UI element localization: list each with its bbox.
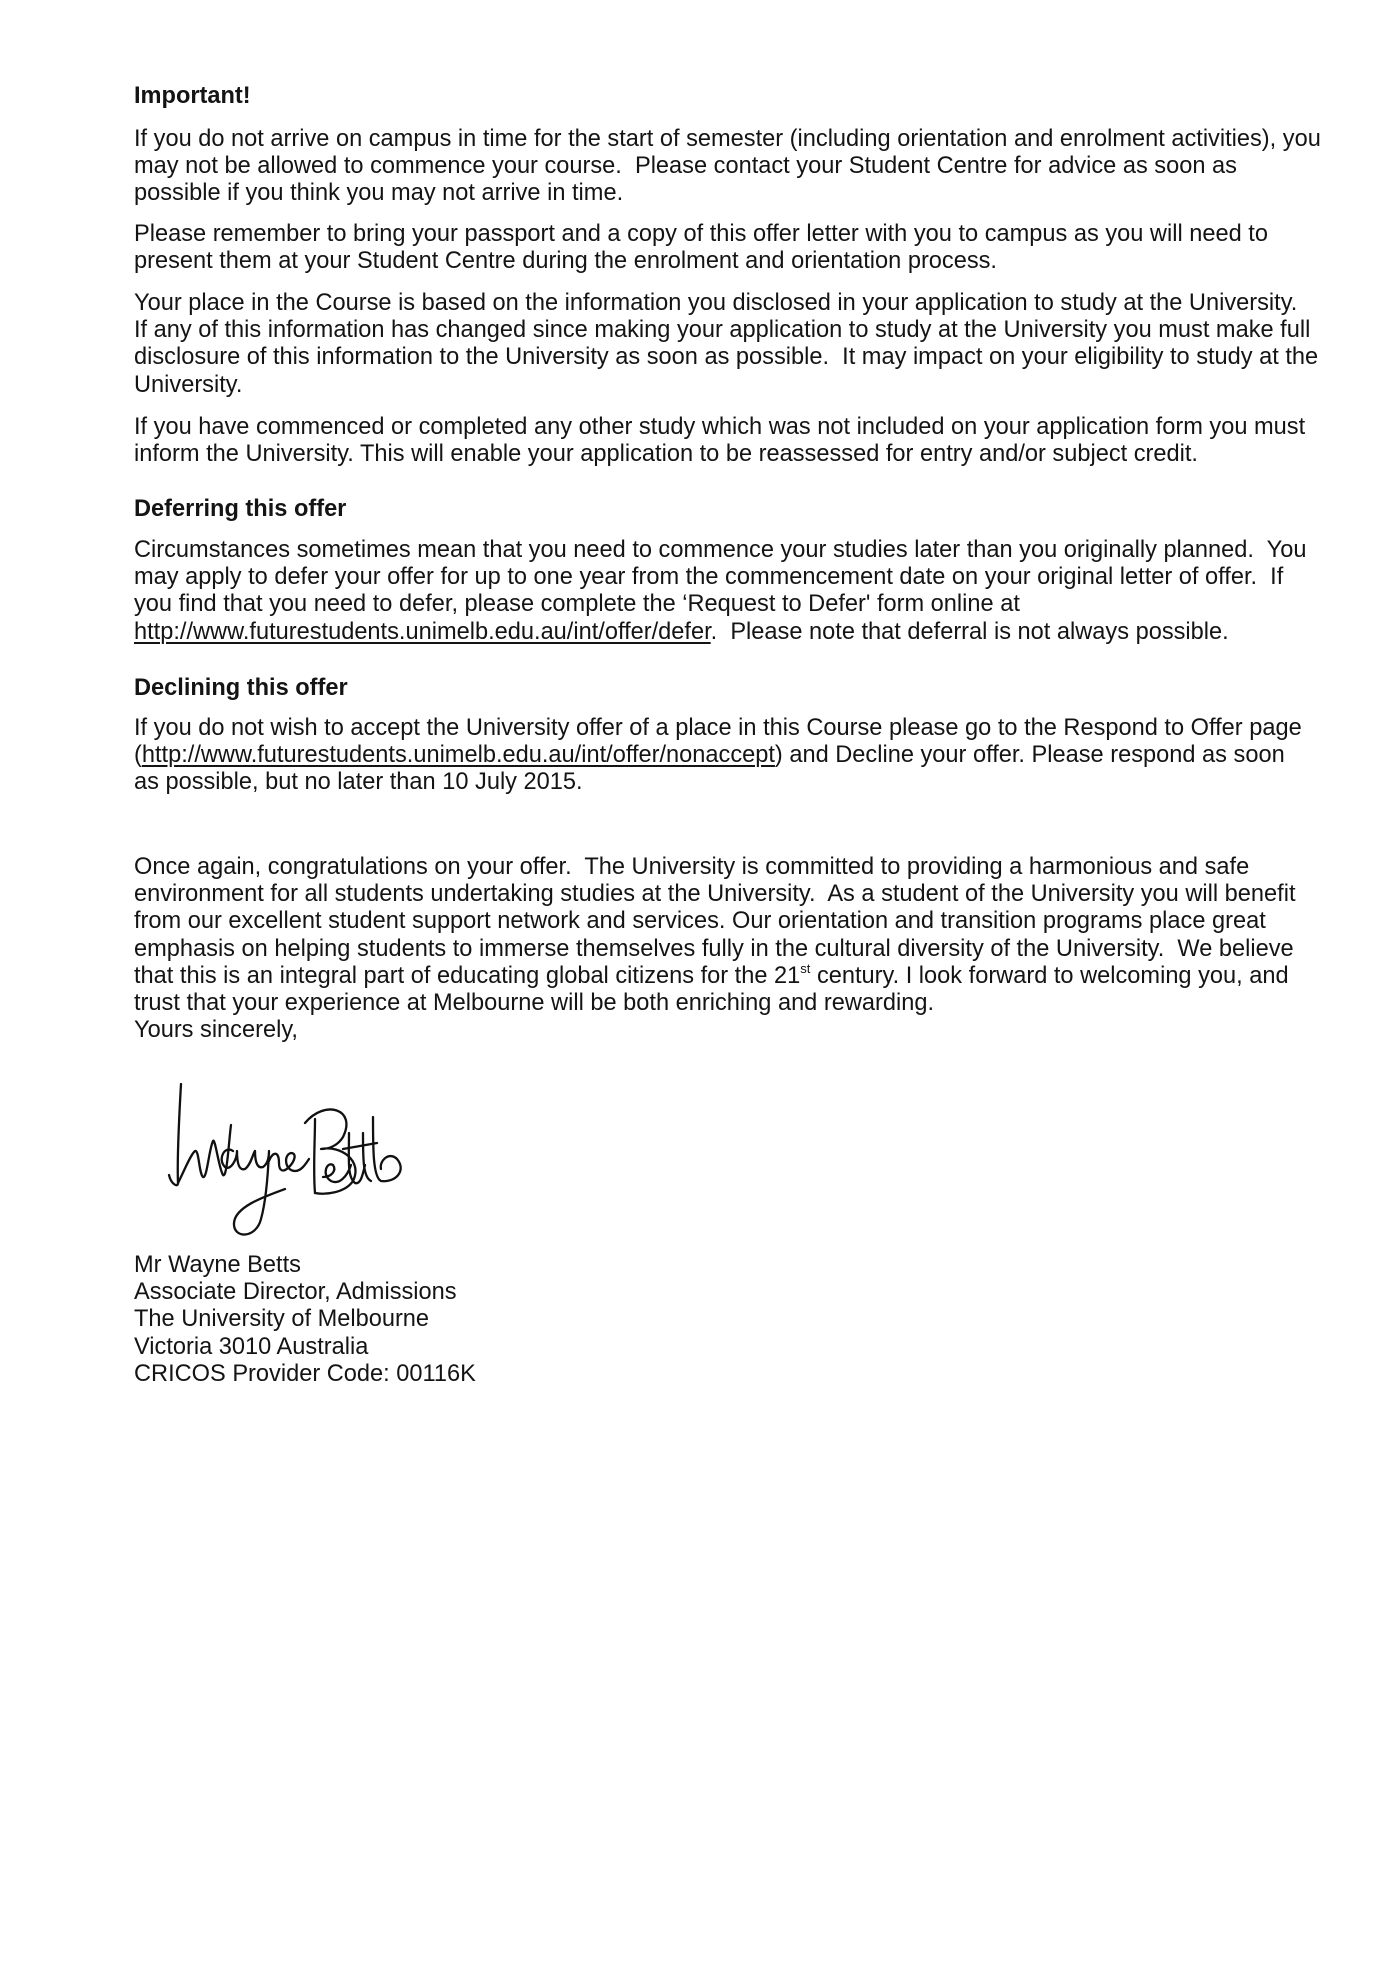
text-line: you find that you need to defer, please complete the ‘Request to Defer' form online at <box>134 591 1020 618</box>
text-line: Please remember to bring your passport and a copy of this offer letter with you to campus as you will need to <box>134 221 1268 247</box>
heading-text: Declining this offer <box>134 675 348 701</box>
text-line: present them at your Student Centre during the enrolment and orientation process. <box>134 248 997 275</box>
decline-offer-link[interactable]: http://www.futurestudents.unimelb.edu.au/int/offer/nonaccept <box>141 742 775 769</box>
passport-paragraph <box>134 221 1268 275</box>
defer-form-link[interactable]: http://www.futurestudents.unimelb.edu.au/int/offer/defer <box>134 618 711 645</box>
text-line: Circumstances sometimes mean that you need to commence your studies later than you originally planned. You <box>134 537 1307 563</box>
deferring-heading <box>134 496 346 523</box>
text-line <box>134 619 1306 646</box>
signatory-name: Mr Wayne Betts <box>134 1252 301 1278</box>
declining-paragraph <box>134 715 1302 797</box>
text-line: possible if you think you may not arrive in time. <box>134 180 624 207</box>
text-line: from our excellent student support network and services. Our orientation and transition programs place great <box>134 908 1266 935</box>
text-line: inform the University. This will enable your application to be reassessed for entry and/or subject credit. <box>134 441 1198 468</box>
text-line <box>134 742 1302 769</box>
text-line: may not be allowed to commence your course. Please contact your Student Centre for advice as soon as <box>134 153 1237 180</box>
text-line: may apply to defer your offer for up to one year from the commencement date on your original letter of offer. If <box>134 564 1284 591</box>
text-line: emphasis on helping students to immerse themselves fully in the cultural diversity of the University. We believe <box>134 935 1294 962</box>
text-segment: ) and Decline your offer. Please respond as soon <box>774 742 1285 769</box>
arrival-paragraph <box>134 126 1321 208</box>
closing-paragraph <box>134 854 1296 1044</box>
declining-heading <box>134 675 348 702</box>
institution-name: The University of Melbourne <box>134 1306 430 1333</box>
text-line: trust that your experience at Melbourne will be both enriching and rewarding. <box>134 989 935 1016</box>
text-line: as possible, but no later than 10 July 2015. <box>134 769 583 796</box>
ordinal-superscript: st <box>800 960 811 976</box>
text-line: disclosure of this information to the University as soon as possible. It may impact on your eligibility to study at the <box>134 344 1319 371</box>
text-line: If you have commenced or completed any other study which was not included on your application form you must <box>134 414 1306 440</box>
text-segment: . Please note that deferral is not always possible. <box>710 618 1229 645</box>
text-line: University. <box>134 371 243 398</box>
handwritten-signature <box>165 1079 410 1244</box>
disclosure-paragraph <box>134 290 1318 399</box>
text-line: If any of this information has changed since making your application to study at the University you must make full <box>134 317 1311 344</box>
text-line: If you do not arrive on campus in time for the start of semester (including orientation and enrolment activities), you <box>134 126 1321 152</box>
sign-off: Yours sincerely, <box>134 1017 298 1044</box>
signatory-block <box>134 1252 476 1388</box>
prior-study-paragraph <box>134 414 1305 468</box>
text-segment: ( <box>134 742 142 769</box>
cricos-code: CRICOS Provider Code: 00116K <box>134 1360 476 1387</box>
text-line: Once again, congratulations on your offer. The University is committed to providing a harmonious and safe <box>134 854 1250 880</box>
institution-address: Victoria 3010 Australia <box>134 1333 369 1360</box>
heading-text: Deferring this offer <box>134 496 347 522</box>
text-segment: that this is an integral part of educating global citizens for the 21 <box>134 962 801 989</box>
deferring-paragraph <box>134 537 1306 646</box>
text-line: Your place in the Course is based on the information you disclosed in your application to study at the University. <box>134 290 1298 316</box>
signatory-title: Associate Director, Admissions <box>134 1279 457 1306</box>
text-line: environment for all students undertaking studies at the University. As a student of the University you will benefit <box>134 881 1296 908</box>
text-line <box>134 960 1296 990</box>
important-heading <box>134 83 251 110</box>
text-line: If you do not wish to accept the University offer of a place in this Course please go to the Respond to Offer page <box>134 715 1302 741</box>
heading-text: Important! <box>134 83 251 109</box>
text-segment: century. I look forward to welcoming you, and <box>810 962 1289 989</box>
